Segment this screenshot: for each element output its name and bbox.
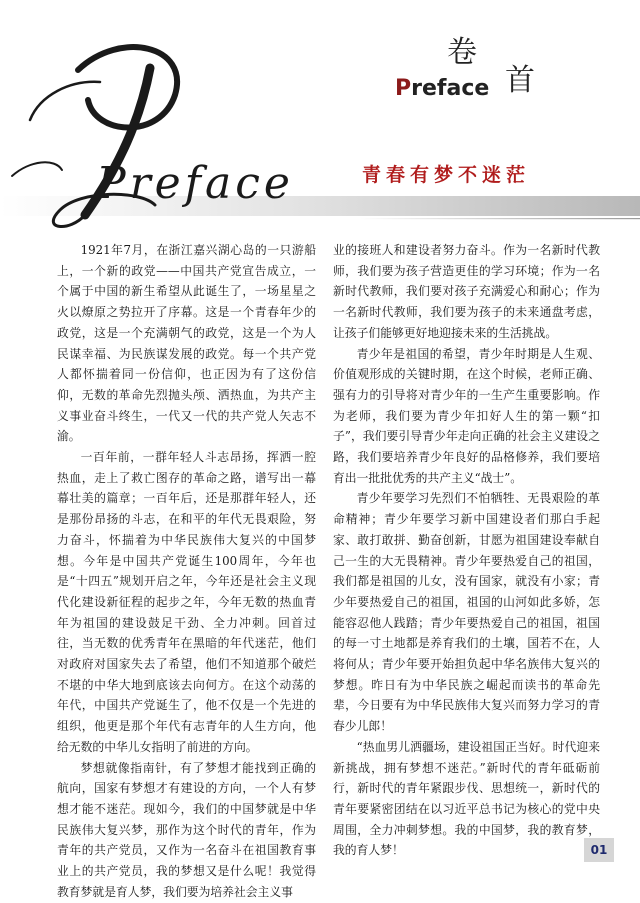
title-en xyxy=(395,78,489,100)
paragraph: 一百年前，一群年轻人斗志昂扬，挥洒一腔热血，走上了救亡图存的革命之路，谱写出一幕幕壮美的篇章；一百年后，还是那群年轻人，还是那份昂扬的斗志，在和平的年代无畏艰险，努力奋斗，怀揣着为中华民族伟大复兴的中国梦想。今年是中国共产党诞生100周年，今年也是“十四五”规划开启之年，今年还是社会主义现代化建设新征程的起步之年，今年无数的热血青年为祖国的建设鼓足干劲、全力冲刺。回首过往，当无数的优秀青年在黑暗的年代迷茫，他们对政府对国家失去了希望，他们不知道那个破烂不堪的中华大地到底该去向何方。在这个动荡的年代，中国共产党诞生了，他不仅是一个先进的组织，他更是那个年代有志青年的人生方向，他给无数的中华儿女指明了前进的方向。 xyxy=(57,450,316,754)
script-word: Preface xyxy=(96,158,294,209)
paragraph: 青少年是祖国的希望，青少年时期是人生观、价值观形成的关键时期，在这个时候，老师正确、强有力的引导将对青少年的一生产生重要影响。作为老师，我们要为青少年扣好人生的第一颗“扣子”，我们要引导青少年走向正确的社会主义建设之路，我们要培养青少年良好的品格修养，我们要培育出一批批优秀的共产主义“战士”。 xyxy=(333,346,600,485)
title-en-rest: reface xyxy=(411,76,490,101)
header-graphic xyxy=(0,0,640,230)
title-cn-second: 首 xyxy=(505,63,535,98)
paragraph: “热血男儿洒疆场，建设祖国正当好。时代迎来新挑战，拥有梦想不迷茫。”新时代的青年砥砺前行，新时代的青年紧跟步伐、思想统一，新时代的青年要紧密团结在以习近平总书记为核心的党中央周围，全力冲刺梦想。我的中国梦，我的教育梦，我的育人梦！ xyxy=(333,739,600,858)
paragraph: 梦想就像指南针，有了梦想才能找到正确的航向，国家有梦想才有建设的方向，一个人有梦想才能不迷茫。现如今，我们的中国梦就是中华民族伟大复兴梦，那作为这个时代的青年，作为青年的共产党员，又作为一名奋斗在祖国教育事业上的共产党员，我的梦想又是什么呢！我觉得教育梦就是育人梦，我们要为培养社会主义事 xyxy=(57,760,316,899)
article-column-left xyxy=(57,240,316,903)
header-thin-line xyxy=(360,218,640,219)
paragraph: 青少年要学习先烈们不怕牺牲、无畏艰险的革命精神；青少年要学习新中国建设者们那白手起家、敢打敢拼、勤奋创新，甘愿为祖国建设奉献自己一生的大无畏精神。青少年要热爱自己的祖国，我们都是祖国的儿女，没有国家，就没有小家；青少年要热爱自己的祖国，祖国的山河如此多娇，怎能容忍他人践踏；青少年要热爱自己的祖国，祖国的每一寸土地都是养育我们的土壤，国若不在，人将何从；青少年要开始担负起中华名族伟大复兴的梦想。昨日有为中华民族之崛起而读书的革命先辈，今日要有为中华民族伟大复兴而努力学习的青春少儿郎！ xyxy=(333,491,600,734)
title-en-first-letter: P xyxy=(395,76,412,101)
article-subtitle: 青春有梦不迷茫 xyxy=(362,164,531,186)
paragraph: 1921年7月，在浙江嘉兴湖心岛的一只游船上，一个新的政党——中国共产党宣告成立，一个属于中国的新生希望从此诞生了，一场星星之火以燎原之势拉开了序幕。这是一个青春年少的政党，这是一个充满朝气的政党，这是一个为人民谋幸福、为民族谋发展的政党。每一个共产党人都怀揣着同一份信仰，也正因为有了这份信仰，无数的革命先烈抛头颅、洒热血，为共产主义事业奋斗终生，一代又一代的共产党人矢志不渝。 xyxy=(57,243,316,444)
article-column-right xyxy=(333,240,600,861)
title-cn-first: 卷 xyxy=(447,35,477,70)
paragraph: 业的接班人和建设者努力奋斗。作为一名新时代教师，我们要为孩子营造更佳的学习环境；作为一名新时代教师，我们要对孩子充满爱心和耐心；作为一名新时代教师，我们要为孩子的未来通盘考虑，让孩子们能够更好地迎接未来的生活挑战。 xyxy=(333,243,600,340)
page-number: 01 xyxy=(584,838,614,862)
